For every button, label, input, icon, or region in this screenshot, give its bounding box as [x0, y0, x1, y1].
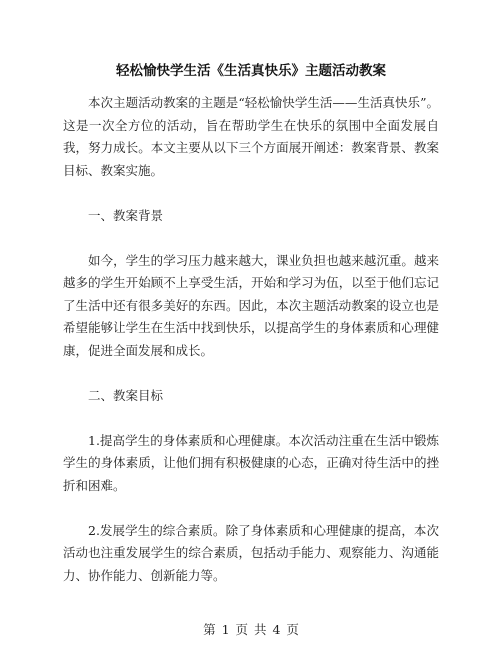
section-heading-background: 一、教案背景 [88, 207, 164, 223]
paragraph-spacer [63, 497, 439, 520]
paragraph-spacer [63, 182, 439, 205]
section-heading-goals: 二、教案目标 [88, 387, 164, 403]
goal-paragraph-2: 2.发展学生的综合素质。除了身体素质和心理健康的提高，本次活动也注重发展学生的综合素质，包括动手能力、观察能力、沟通能力、协作能力、创新能力等。 [63, 522, 439, 583]
goal-paragraph-1: 1.提高学生的身体素质和心理健康。本次活动注重在生活中锻炼学生的身体素质，让他们拥有积极健康的心态，正确对待生活中的挫折和困难。 [63, 432, 439, 493]
paragraph-spacer [63, 362, 439, 385]
page-number-footer: 第 1 页 共 4 页 [203, 622, 299, 637]
paragraph-spacer [63, 227, 439, 250]
intro-paragraph: 本次主题活动教案的主题是“轻松愉快学生活——生活真快乐”。这是一次全方位的活动，旨在帮助学生在快乐的氛围中全面发展自我，努力成长。本文主要从以下三个方面展开阐述：教案背景、教案目标、教案实施。 [63, 95, 439, 178]
document-body [63, 92, 439, 587]
document-title: 轻松愉快学生活《生活真快乐》主题活动教案 [116, 63, 386, 79]
background-paragraph: 如今，学生的学习压力越来越大，课业负担也越来越沉重。越来越多的学生开始顾不上享受生活，开始和学习为伍，以至于他们忘记了生活中还有很多美好的东西。因此，本次主题活动教案的设立也是希望能够让学生在生活中找到快乐，以提高学生的身体素质和心理健康，促进全面发展和成长。 [63, 252, 439, 358]
paragraph-spacer [63, 407, 439, 430]
